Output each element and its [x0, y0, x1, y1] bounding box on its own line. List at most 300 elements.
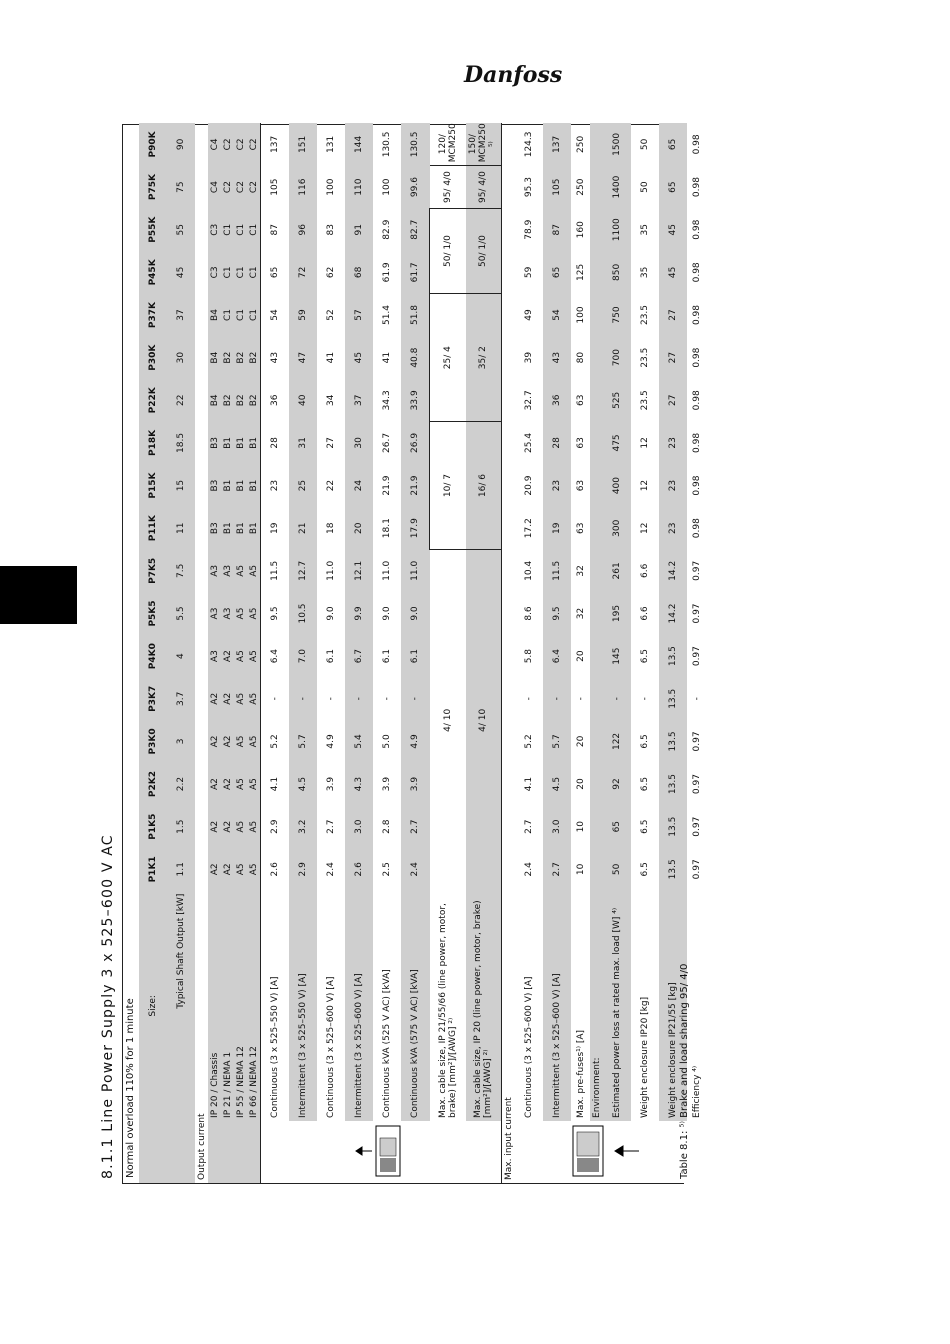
kva575-cell: 51.8	[401, 294, 430, 337]
w21-cell: 13.5	[659, 635, 687, 678]
ip55-cell: A5	[234, 848, 247, 891]
loss-cell: 300	[603, 507, 631, 550]
ip21-cell: C1	[221, 208, 234, 251]
inter-cell: 12.7	[289, 550, 317, 593]
cont-cell: 43	[270, 351, 280, 364]
in_cont-cell: 2.7	[524, 819, 534, 834]
ip55-cell: A5	[234, 677, 247, 720]
ip66-cell: A5	[247, 720, 261, 763]
cont-cell: 87	[270, 224, 280, 236]
cont600-cell: 3.9	[326, 776, 336, 792]
eff-row: Efficiency ⁴⁾ 0.97 0.97 0.97 0.97 - 0.97 0.97 0.97 0.98 0.98 0.98 0.98 0.98 0.98 0.98 0.98 0.98 0.98	[687, 123, 706, 1183]
ip55-cell: A5	[234, 550, 247, 593]
w20-cell: 12	[640, 479, 650, 492]
ip21-cell: C1	[221, 251, 234, 294]
cont600-cell: 41	[326, 351, 336, 364]
ip66-cell: C2	[247, 166, 261, 209]
kva525-row: Continuous kVA (525 V AC) [kVA] 2.5 2.8 3.9 5.0 - 6.1 9.0 11.0 18.1 21.9 26.7 34.3 41 51.4 61.9 82.9 100 130.5	[373, 123, 401, 1183]
inter600-cell: 68	[345, 251, 373, 294]
ip21-cell: A2	[221, 763, 234, 806]
ip55-cell: B2	[234, 336, 247, 379]
kva525-cell: 11.0	[382, 560, 392, 581]
cont-cell: 2.6	[270, 862, 280, 877]
w21-cell: 27	[659, 336, 687, 379]
cont600-cell: -	[326, 697, 336, 701]
kva525-cell: -	[382, 697, 392, 701]
loss-cell: 122	[603, 720, 631, 763]
kva575-row: Continuous kVA (575 V AC) [kVA] 2.4 2.7 3.9 4.9 - 6.1 9.0 11.0 17.9 21.9 26.9 33.9 40.8 51.8 61.7 82.7 99.6 130.5	[401, 123, 430, 1183]
ip20-cell: C4	[208, 166, 221, 209]
w20-cell: 23.5	[640, 390, 650, 411]
shaft-cell: 3.7	[167, 677, 195, 720]
kva525-cell: 100	[382, 178, 392, 196]
shaft-row: Typical Shaft Output [kW] 1.1 1.5 2.2 3 3.7 4 5.5 7.5 11 15 18.5 22 30 37 45 55 75 90	[167, 123, 195, 1183]
table-caption: Table 8.1: ⁵⁾ Brake and load sharing 95/ 4/0	[679, 963, 690, 1179]
w21-cell: 23	[659, 507, 687, 550]
w20-cell: 6.5	[640, 734, 650, 749]
eff-cell: 0.97	[691, 603, 702, 624]
w20-cell: 35	[640, 266, 650, 279]
in_cont-cell: 5.2	[524, 734, 534, 749]
inter-cell: 21	[289, 507, 317, 550]
cable1-row: Max. cable size, IP 21/55/66 (line power, motor, brake) [mm²]/[AWG] ²⁾ 4/ 10 10/ 7 25/ 4 50/ 1/0 95/ 4/0 120/ MCM250	[430, 123, 466, 1183]
cont600-cell: 22	[326, 479, 336, 492]
in_cont-cell: 5.8	[524, 648, 534, 664]
ip66-cell: A5	[247, 763, 261, 806]
w21-cell: 13.5	[659, 848, 687, 891]
kva575-cell: 9.0	[401, 592, 430, 635]
ip55-cell: A5	[234, 805, 247, 848]
eff-cell: 0.97	[691, 774, 702, 795]
cont600-cell: 27	[326, 437, 336, 449]
w20-cell: -	[640, 697, 650, 701]
in-cont-row: Continuous (3 x 525–600 V) [A] 2.4 2.7 4.1 5.2 - 5.8 8.6 10.4 17.2 20.9 25.4 32.7 39 49 59 78.9 95.3 124.3	[515, 123, 543, 1183]
cable2-row: Max. cable size, IP 20 (line power, motor, brake) [mm²]/[AWG] ²⁾ 4/ 10 16/ 6 35/ 2 50/ 1/0 95/ 4/0 150/ MCM250 ⁵⁾	[466, 123, 502, 1183]
inter-cell: 7.0	[289, 635, 317, 678]
w21-cell: 13.5	[659, 677, 687, 720]
cont600-cell: 18	[326, 522, 336, 534]
ip21-cell: A2	[221, 677, 234, 720]
in_inter-cell: 105	[543, 166, 571, 209]
cont600-cell: 34	[326, 394, 336, 407]
in_cont-cell: 2.4	[524, 862, 534, 877]
shaft-cell: 7.5	[167, 550, 195, 593]
kva575-cell: 17.9	[401, 507, 430, 550]
ip66-cell: B1	[247, 422, 261, 465]
cont600-row: Continuous (3 x 525–600 V) [A] 2.4 2.7 3.9 4.9 - 6.1 9.0 11.0 18 22 27 34 41 52 62 83 100 131	[317, 123, 345, 1183]
ip21-cell: A2	[221, 635, 234, 678]
prefuse-cell: 10	[575, 863, 586, 876]
loss-cell: 525	[603, 379, 631, 422]
ip20-cell: A2	[208, 763, 221, 806]
w21-cell: 23	[659, 422, 687, 465]
ip55-cell: C2	[234, 166, 247, 209]
kva525-cell: 2.5	[382, 862, 392, 877]
cont-cell: 2.9	[270, 819, 280, 834]
w21-cell: 45	[659, 208, 687, 251]
kva575-cell: 6.1	[401, 635, 430, 678]
overload-note: Normal overload 110% for 1 minute	[125, 998, 136, 1178]
kva525-cell: 34.3	[382, 390, 392, 411]
ip66-cell: C2	[247, 123, 261, 166]
kva575-cell: 61.7	[401, 251, 430, 294]
ip66-cell: B2	[247, 379, 261, 422]
cont-cell: 11.5	[270, 560, 280, 581]
w20-cell: 6.5	[640, 776, 650, 792]
inter600-cell: 30	[345, 422, 373, 465]
ip66-cell: C1	[247, 294, 261, 337]
ip55-cell: B1	[234, 507, 247, 550]
loss-cell: -	[603, 677, 631, 720]
ip55-row: IP 55 / NEMA 12 A5 A5 A5 A5 A5 A5 A5 A5 B1 B1 B1 B2 B2 C1 C1 C1 C2 C2	[234, 123, 247, 1183]
in_cont-cell: 59	[524, 266, 534, 279]
kva575-cell: 21.9	[401, 464, 430, 507]
ip66-cell: A5	[247, 550, 261, 593]
inter-cell: 31	[289, 422, 317, 465]
kva525-cell: 130.5	[382, 131, 392, 158]
in_cont-cell: 95.3	[524, 177, 534, 198]
inter-cell: 10.5	[289, 592, 317, 635]
prefuse-cell: 80	[575, 351, 586, 364]
w21-cell: 65	[659, 166, 687, 209]
prefuse-row: Max. pre-fuses¹⁾ [A] 10 10 20 20 - 20 32 32 63 63 63 63 80 100 125 160 250 250	[571, 123, 590, 1183]
inter600-cell: 5.4	[345, 720, 373, 763]
w21-cell: 13.5	[659, 805, 687, 848]
ip20-cell: B3	[208, 507, 221, 550]
ip20-cell: C3	[208, 208, 221, 251]
in_inter-cell: 2.7	[543, 848, 571, 891]
prefuse-cell: 20	[575, 778, 586, 790]
prefuse-cell: 100	[575, 306, 586, 324]
in_inter-cell: 11.5	[543, 550, 571, 593]
loss-cell: 50	[603, 848, 631, 891]
in_inter-cell: 9.5	[543, 592, 571, 635]
w20-cell: 6.5	[640, 648, 650, 664]
eff-cell: 0.98	[691, 219, 702, 240]
w21-cell: 13.5	[659, 720, 687, 763]
w20-cell: 12	[640, 522, 650, 534]
inter600-cell: 91	[345, 208, 373, 251]
w20-cell: 12	[640, 437, 650, 449]
cont600-cell: 6.1	[326, 648, 336, 664]
ip20-row: IP 20 / Chassis A2 A2 A2 A2 A2 A3 A3 A3 B3 B3 B3 B4 B4 B4 C3 C3 C4 C4	[208, 123, 221, 1183]
env-row: Environment:	[590, 123, 603, 1183]
in_inter-cell: 4.5	[543, 763, 571, 806]
prefuse-cell: 63	[575, 437, 586, 449]
inter-cell: 5.7	[289, 720, 317, 763]
cont600-cell: 131	[326, 135, 336, 153]
shaft-cell: 3	[167, 720, 195, 763]
ip66-cell: A5	[247, 677, 261, 720]
ip20-cell: B4	[208, 379, 221, 422]
eff-cell: 0.98	[691, 390, 702, 411]
ip55-cell: A5	[234, 763, 247, 806]
w20-cell: 6.6	[640, 563, 650, 579]
inter-cell: -	[289, 677, 317, 720]
inter600-row: Intermittent (3 x 525–600 V) [A] 2.6 3.0 4.3 5.4 - 6.7 9.9 12.1 20 24 30 37 45 57 68 91 110 144	[345, 123, 373, 1183]
loss-cell: 92	[603, 763, 631, 806]
shaft-cell: 15	[167, 464, 195, 507]
ip21-cell: A3	[221, 550, 234, 593]
inter-cell: 47	[289, 336, 317, 379]
w20-cell: 6.6	[640, 606, 650, 621]
prefuse-cell: 250	[575, 178, 586, 196]
inter-cell: 40	[289, 379, 317, 422]
w21-cell: 45	[659, 251, 687, 294]
size-row: Size: P1K1 P1K5 P2K2 P3K0 P3K7 P4K0 P5K5 P7K5 P11K P15K P18K P22K P30K P37K P45K P55K P75K P90K	[139, 123, 167, 1183]
in_inter-cell: 43	[543, 336, 571, 379]
cont600-cell: 52	[326, 309, 336, 321]
ip20-cell: B3	[208, 464, 221, 507]
drive-input-icon	[515, 1121, 706, 1183]
w20-cell: 6.5	[640, 819, 650, 834]
rotated-content	[96, 123, 702, 1184]
w21-cell: 65	[659, 123, 687, 166]
eff-cell: 0.98	[691, 475, 702, 496]
in_cont-cell: 8.6	[524, 606, 534, 621]
inter600-cell: 37	[345, 379, 373, 422]
shaft-cell: 45	[167, 251, 195, 294]
shaft-cell: 11	[167, 507, 195, 550]
w21-cell: 14.2	[659, 550, 687, 593]
w20-cell: 6.5	[640, 862, 650, 877]
inter-row: Intermittent (3 x 525–550 V) [A] 2.9 3.2 4.5 5.7 - 7.0 10.5 12.7 21 25 31 40 47 59 72 96 116 151	[289, 123, 317, 1183]
prefuse-cell: 250	[575, 135, 586, 153]
ip20-cell: A2	[208, 848, 221, 891]
kva525-cell: 82.9	[382, 219, 392, 240]
shaft-cell: 1.5	[167, 805, 195, 848]
eff-cell: 0.98	[691, 177, 702, 198]
shaft-cell: 2.2	[167, 763, 195, 806]
ip21-cell: B2	[221, 336, 234, 379]
ip66-cell: C1	[247, 208, 261, 251]
prefuse-cell: 63	[575, 522, 586, 534]
cont600-cell: 62	[326, 266, 336, 279]
in_cont-cell: 39	[524, 351, 534, 364]
in_inter-cell: 137	[543, 123, 571, 166]
in-inter-row: Intermittent (3 x 525–600 V) [A] 2.7 3.0 4.5 5.7 - 6.4 9.5 11.5 19 23 28 36 43 54 65 87 105 137	[543, 123, 571, 1183]
ip20-cell: C4	[208, 123, 221, 166]
in_cont-cell: 32.7	[524, 390, 534, 411]
kva575-cell: 82.7	[401, 208, 430, 251]
ip66-cell: C1	[247, 251, 261, 294]
ip21-cell: C2	[221, 166, 234, 209]
cont-cell: 19	[270, 522, 280, 534]
prefuse-cell: 32	[575, 565, 586, 577]
inter-cell: 96	[289, 208, 317, 251]
prefuse-cell: 20	[575, 650, 586, 662]
w21-cell: 14.2	[659, 592, 687, 635]
shaft-cell: 1.1	[167, 848, 195, 891]
kva525-cell: 18.1	[382, 518, 392, 539]
cont-cell: 54	[270, 309, 280, 321]
shaft-cell: 30	[167, 336, 195, 379]
loss-cell: 65	[603, 805, 631, 848]
w21-cell: 27	[659, 379, 687, 422]
loss-row: Estimated power loss at rated max. load [W] ⁴⁾ 50 65 92 122 - 145 195 261 300 400 475 525 700 750 850 1100 1400 1500	[603, 123, 631, 1183]
ip21-cell: A2	[221, 848, 234, 891]
loss-cell: 850	[603, 251, 631, 294]
ip20-cell: B3	[208, 422, 221, 465]
in_inter-cell: 65	[543, 251, 571, 294]
prefuse-cell: 32	[575, 607, 586, 620]
inter600-cell: 45	[345, 336, 373, 379]
shaft-cell: 22	[167, 379, 195, 422]
cont-cell: 28	[270, 437, 280, 449]
prefuse-cell: 20	[575, 735, 586, 748]
inter600-cell: 12.1	[345, 550, 373, 593]
cont-cell: 36	[270, 394, 280, 407]
in_inter-cell: 54	[543, 294, 571, 337]
ip20-cell: A2	[208, 720, 221, 763]
prefuse-cell: 160	[575, 221, 586, 239]
cont-cell: 4.1	[270, 776, 280, 792]
kva575-cell: 4.9	[401, 720, 430, 763]
in_inter-cell: 28	[543, 422, 571, 465]
w21-cell: 13.5	[659, 763, 687, 806]
eff-cell: 0.98	[691, 432, 702, 453]
ip21-cell: C2	[221, 123, 234, 166]
loss-cell: 145	[603, 635, 631, 678]
cont600-cell: 100	[326, 178, 336, 196]
kva575-cell: -	[401, 677, 430, 720]
eff-cell: -	[691, 697, 702, 701]
kva575-cell: 40.8	[401, 336, 430, 379]
output-current-section: Output current	[196, 1113, 207, 1180]
ip66-cell: B1	[247, 507, 261, 550]
kva575-cell: 99.6	[401, 166, 430, 209]
loss-cell: 400	[603, 464, 631, 507]
ip21-cell: A2	[221, 805, 234, 848]
danfoss-logo	[462, 58, 563, 90]
cont-cell: 23	[270, 479, 280, 492]
ip55-cell: C1	[234, 251, 247, 294]
loss-cell: 475	[603, 422, 631, 465]
in_inter-cell: 6.4	[543, 635, 571, 678]
inter600-cell: 24	[345, 464, 373, 507]
loss-cell: 700	[603, 336, 631, 379]
inter600-cell: 3.0	[345, 805, 373, 848]
inter600-cell: 2.6	[345, 848, 373, 891]
kva575-cell: 26.9	[401, 422, 430, 465]
in_inter-cell: 19	[543, 507, 571, 550]
inter-cell: 3.2	[289, 805, 317, 848]
prefuse-cell: 63	[575, 479, 586, 492]
section-heading: 8.1.1 Line Power Supply 3 x 525–600 V AC	[100, 834, 116, 1179]
in_cont-cell: 10.4	[524, 560, 534, 581]
prefuse-cell: 63	[575, 394, 586, 407]
loss-cell: 750	[603, 294, 631, 337]
ip66-cell: A5	[247, 635, 261, 678]
ip20-cell: A2	[208, 805, 221, 848]
in_inter-cell: 23	[543, 464, 571, 507]
shaft-cell: 4	[167, 635, 195, 678]
inter600-cell: 4.3	[345, 763, 373, 806]
eff-cell: 0.98	[691, 518, 702, 539]
shaft-cell: 90	[167, 123, 195, 166]
in_cont-cell: 25.4	[524, 432, 534, 453]
kva525-cell: 41	[382, 351, 392, 364]
cont-cell: -	[270, 697, 280, 701]
kva575-cell: 130.5	[401, 123, 430, 166]
inter-cell: 151	[289, 123, 317, 166]
ip21-cell: A3	[221, 592, 234, 635]
eff-cell: 0.98	[691, 262, 702, 283]
w20-cell: 35	[640, 224, 650, 236]
ip55-cell: A5	[234, 592, 247, 635]
eff-cell: 0.97	[691, 816, 702, 837]
inter-cell: 116	[289, 166, 317, 209]
ip20-cell: A3	[208, 635, 221, 678]
w21-row: Weight enclosure IP21/55 [kg] 13.5 13.5 13.5 13.5 13.5 13.5 14.2 14.2 23 23 23 27 27 27 45 45 65 65	[659, 123, 687, 1183]
cont600-cell: 4.9	[326, 734, 336, 749]
ip21-cell: B1	[221, 507, 234, 550]
inter600-cell: -	[345, 677, 373, 720]
prefuse-cell: 125	[575, 263, 586, 281]
in_inter-cell: -	[543, 677, 571, 720]
w20-cell: 50	[640, 138, 650, 151]
ip21-cell: C1	[221, 294, 234, 337]
eff-cell: 0.98	[691, 347, 702, 368]
ip20-cell: A3	[208, 592, 221, 635]
ip21-cell: A2	[221, 720, 234, 763]
ip55-cell: A5	[234, 635, 247, 678]
loss-cell: 1100	[603, 208, 631, 251]
w21-cell: 27	[659, 294, 687, 337]
ip21-cell: B1	[221, 422, 234, 465]
ip20-cell: C3	[208, 251, 221, 294]
max-input-section: Max. input current	[502, 123, 516, 1183]
ip55-cell: B2	[234, 379, 247, 422]
in_cont-cell: 4.1	[524, 776, 534, 792]
ip20-cell: B4	[208, 336, 221, 379]
cont600-cell: 11.0	[326, 560, 336, 581]
kva525-cell: 3.9	[382, 776, 392, 792]
ip55-cell: A5	[234, 720, 247, 763]
loss-cell: 1400	[603, 166, 631, 209]
cont-cell: 5.2	[270, 734, 280, 749]
cont-cell: 9.5	[270, 606, 280, 621]
inter600-cell: 20	[345, 507, 373, 550]
in_cont-cell: 49	[524, 309, 534, 321]
cont-cell: 137	[270, 135, 280, 153]
chapter-tab	[0, 566, 77, 624]
in_inter-cell: 3.0	[543, 805, 571, 848]
cont600-cell: 2.4	[326, 862, 336, 877]
inter600-cell: 9.9	[345, 592, 373, 635]
kva575-cell: 2.4	[401, 848, 430, 891]
svg-text:Danfoss: Danfoss	[464, 62, 563, 88]
ip20-cell: B4	[208, 294, 221, 337]
inter600-cell: 6.7	[345, 635, 373, 678]
shaft-cell: 5.5	[167, 592, 195, 635]
eff-cell: 0.98	[691, 134, 702, 155]
cont600-cell: 9.0	[326, 606, 336, 621]
loss-cell: 195	[603, 592, 631, 635]
w20-cell: 23.5	[640, 304, 650, 326]
inter-cell: 4.5	[289, 763, 317, 806]
kva525-cell: 61.9	[382, 262, 392, 283]
ip66-cell: A5	[247, 848, 261, 891]
prefuse-cell: -	[575, 697, 586, 701]
w20-row: Weight enclosure IP20 [kg] 6.5 6.5 6.5 6.5 - 6.5 6.6 6.6 12 12 12 23.5 23.5 23.5 35 35 50 50	[631, 123, 659, 1183]
spec-table	[139, 123, 706, 1183]
eff-cell: 0.97	[691, 560, 702, 581]
inter600-cell: 144	[345, 123, 373, 166]
cont-cell: 105	[270, 178, 280, 196]
kva525-cell: 51.4	[382, 304, 392, 326]
w21-cell: 23	[659, 464, 687, 507]
